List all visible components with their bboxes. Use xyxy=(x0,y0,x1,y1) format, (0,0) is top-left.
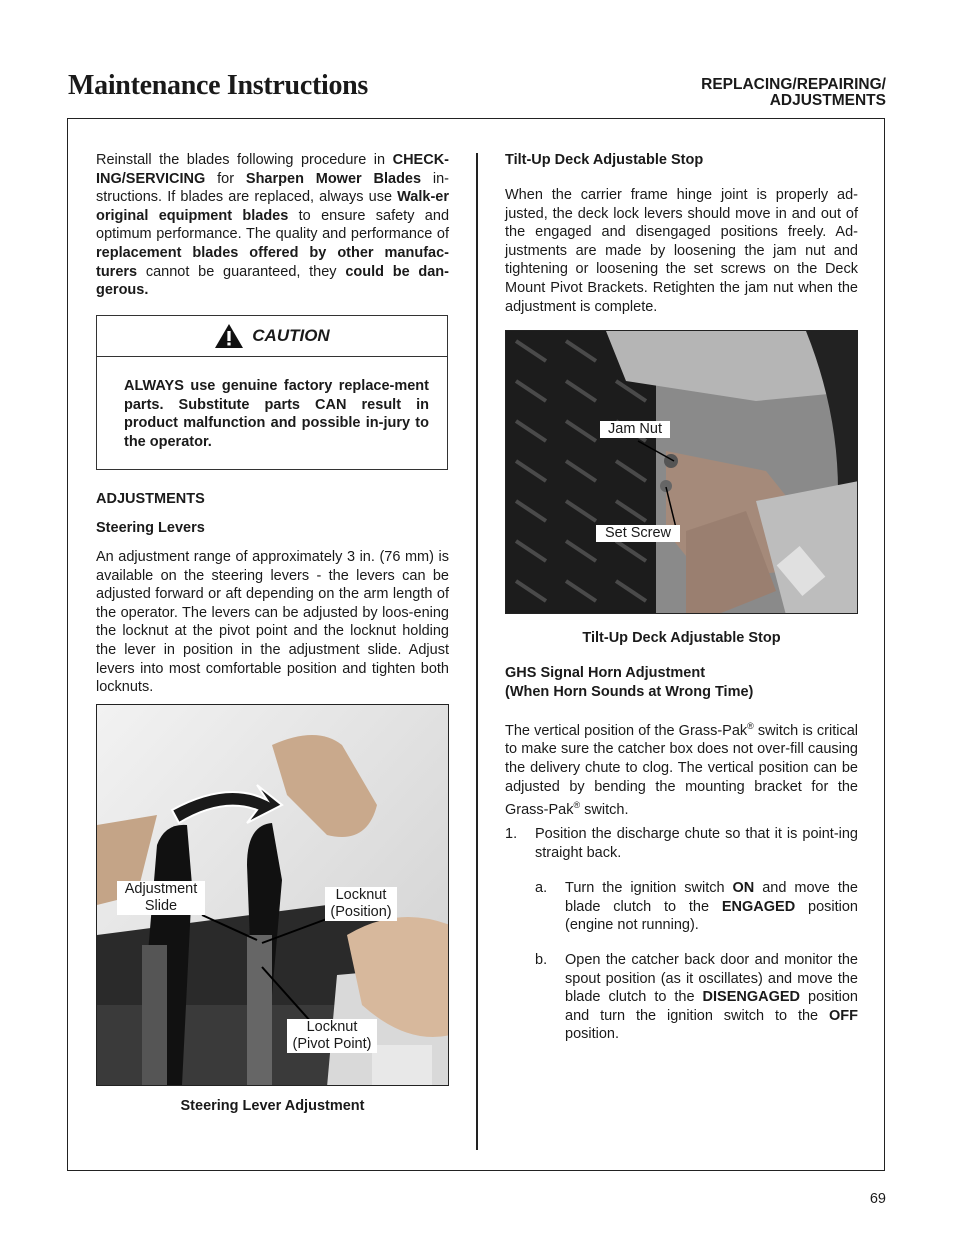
section-title xyxy=(701,77,886,109)
tilt-photo-caption: Tilt-Up Deck Adjustable Stop xyxy=(582,630,781,646)
steering-photo-caption: Steering Lever Adjustment xyxy=(180,1098,365,1114)
callout-adjustment-slide: Adjustment Slide xyxy=(117,881,205,915)
tilt-deck-heading: Tilt-Up Deck Adjustable Stop xyxy=(505,152,704,168)
ghs-paragraph: The vertical position of the Grass-Pak® switch is critical to make sure the catcher box does not over-fill causing the delivery chute to clog. The vertical position can be adjusted by bending the mounting bracket for the Grass-Pak® switch. xyxy=(505,721,858,819)
caution-box xyxy=(96,315,448,470)
adjustments-heading: ADJUSTMENTS xyxy=(96,491,205,507)
callout-locknut-pivot: Locknut (Pivot Point) xyxy=(287,1019,377,1053)
intro-paragraph: Reinstall the blades following procedure in CHECK-ING/SERVICING for Sharpen Mower Blades in-structions. If blades are replaced, always use Walk-er original equipment blades to ensure safety and optimum performance. The quality and performance of replacement blades offered by other manufac-turers cannot be guaranteed, they could be dan-gerous. xyxy=(96,152,450,299)
step-b-letter: b. xyxy=(535,952,548,968)
step-b-text: Open the catcher back door and monitor the spout position (as it oscillates) and move the blade clutch to the DISENGAGED position and turn the ignition switch to the OFF position. xyxy=(565,952,858,1043)
section-title-line1: REPLACING/REPAIRING/ xyxy=(701,76,886,93)
page-number: 69 xyxy=(869,1191,886,1207)
caution-text: ALWAYS use genuine factory replace-ment parts. Substitute parts CAN result in product malfunction and possible in-jury to the operator. xyxy=(124,378,429,450)
callout-locknut-position: Locknut (Position) xyxy=(325,887,397,921)
callout-set-screw: Set Screw xyxy=(596,525,680,542)
step-1-text: Position the discharge chute so that it is point-ing straight back. xyxy=(535,826,858,861)
tilt-deck-paragraph: When the carrier frame hinge joint is properly ad-justed, the deck lock levers should move in and out of the engaged and disengaged positions freely. Ad-justments are made by loosening the jam nut and tightening or loosening the set screws on the Deck Mount Pivot Brackets. Retighten the jam nut when the adjustment is complete. xyxy=(505,187,858,315)
step-a-text: Turn the ignition switch ON and move the blade clutch to the ENGAGED position (engine not running). xyxy=(565,880,858,934)
steering-levers-heading: Steering Levers xyxy=(96,520,205,536)
step-1-number: 1. xyxy=(505,826,518,842)
column-divider xyxy=(476,153,478,1150)
caution-label: CAUTION xyxy=(252,326,330,345)
caution-header xyxy=(97,316,447,357)
ghs-heading: GHS Signal Horn Adjustment (When Horn Sounds at Wrong Time) xyxy=(505,665,754,700)
steering-levers-paragraph: An adjustment range of approximately 3 in. (76 mm) is available on the steering levers - the levers can be adjusted forward or aft depending on the arm length of the operator. The levers can be adjusted by loos-ening the locknut at the pivot point and the locknut holding the lever in position in the adjustment slide. Adjust levers into most comfortable position and tighten both locknuts. xyxy=(96,549,449,696)
callout-jam-nut: Jam Nut xyxy=(600,421,670,438)
tilt-deck-photo xyxy=(505,330,858,614)
page-title: Maintenance Instructions xyxy=(68,70,369,101)
steering-lever-photo xyxy=(96,704,449,1086)
step-a-letter: a. xyxy=(535,880,548,896)
warning-triangle-icon xyxy=(214,323,244,349)
section-title-line2: ADJUSTMENTS xyxy=(769,92,886,109)
